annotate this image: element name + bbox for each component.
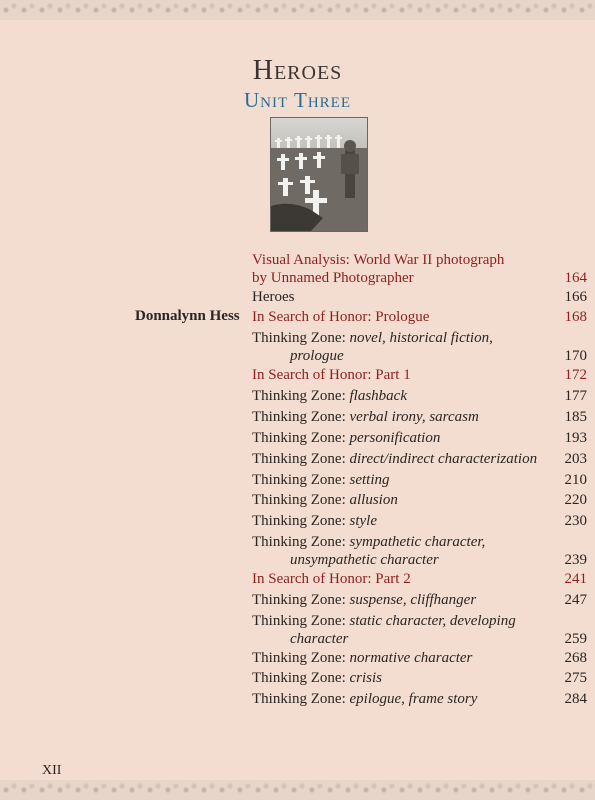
- toc-entry-topic: direct/indirect characterization: [349, 451, 538, 467]
- toc-entry-thinking-zone[interactable]: [252, 387, 587, 405]
- toc-page-number: 170: [564, 348, 587, 364]
- toc-entry-prefix: Thinking Zone:: [252, 472, 350, 488]
- cemetery-photograph: [270, 117, 368, 232]
- unit-subtitle: Unit Three: [243, 88, 352, 112]
- toc-entry-title: Visual Analysis: World War II photograph: [252, 252, 505, 268]
- toc-entry-title: Heroes: [252, 289, 295, 305]
- toc-entry-thinking-zone[interactable]: [252, 329, 587, 365]
- toc-entry-topic: static character, developing: [349, 613, 516, 629]
- toc-entry-prefix: Thinking Zone:: [252, 592, 350, 608]
- toc-entry-thinking-zone[interactable]: [252, 471, 587, 489]
- toc-entry-topic: normative character: [349, 650, 473, 666]
- toc-page-number: 275: [564, 670, 587, 686]
- toc-entry-topic: suspense, cliffhanger: [349, 592, 477, 608]
- decorative-border-top: [0, 0, 595, 20]
- toc-page-number: 241: [564, 571, 587, 587]
- toc-page-number: 284: [564, 691, 587, 707]
- toc-page-number: 247: [564, 592, 587, 608]
- toc-page-number: 239: [564, 552, 587, 568]
- toc-entry-thinking-zone[interactable]: [252, 512, 587, 530]
- toc-entry-prefix: Thinking Zone:: [252, 513, 350, 529]
- toc-entry-topic-continued: character: [290, 631, 349, 647]
- toc-entry-heroes[interactable]: [252, 288, 587, 306]
- toc-page-number: 210: [564, 472, 587, 488]
- toc-entry-topic: sympathetic character,: [349, 534, 486, 550]
- toc-entry-title: In Search of Honor: Part 1: [252, 367, 411, 383]
- toc-entry-thinking-zone[interactable]: [252, 690, 587, 708]
- toc-entry-topic: novel, historical fiction,: [349, 330, 493, 346]
- toc-entry-thinking-zone[interactable]: [252, 669, 587, 687]
- decorative-border-bottom: [0, 780, 595, 800]
- toc-entry-visual-analysis[interactable]: [252, 251, 587, 287]
- toc-entry-prefix: Thinking Zone:: [252, 388, 350, 404]
- toc-entry-topic: allusion: [349, 492, 398, 508]
- toc-entry-thinking-zone[interactable]: [252, 450, 587, 468]
- toc-entry-title-continued: by Unnamed Photographer: [252, 270, 414, 286]
- toc-entry-thinking-zone[interactable]: [252, 491, 587, 509]
- toc-entry-part-2[interactable]: [252, 570, 587, 588]
- toc-entry-prefix: Thinking Zone:: [252, 430, 350, 446]
- toc-entry-prefix: Thinking Zone:: [252, 330, 350, 346]
- toc-entry-prefix: Thinking Zone:: [252, 534, 350, 550]
- toc-page-number: 259: [564, 631, 587, 647]
- toc-entry-prefix: Thinking Zone:: [252, 613, 350, 629]
- toc-page-number: 193: [564, 430, 587, 446]
- cemetery-photo-image: [271, 118, 367, 231]
- toc-entry-prefix: Thinking Zone:: [252, 650, 350, 666]
- toc-entry-topic: crisis: [349, 670, 383, 686]
- toc-entry-thinking-zone[interactable]: [252, 533, 587, 569]
- toc-entry-topic: personification: [349, 430, 441, 446]
- toc-entry-thinking-zone[interactable]: [252, 429, 587, 447]
- toc-entry-prefix: Thinking Zone:: [252, 492, 350, 508]
- toc-entry-prefix: Thinking Zone:: [252, 451, 350, 467]
- unit-title: Heroes: [252, 55, 343, 86]
- toc-entry-thinking-zone[interactable]: [252, 612, 587, 648]
- toc-page-number: 220: [564, 492, 587, 508]
- toc-entry-prefix: Thinking Zone:: [252, 670, 350, 686]
- author-name: Donnalynn Hess: [135, 308, 240, 324]
- toc-page-number: 166: [564, 289, 587, 305]
- toc-page-number: 203: [564, 451, 587, 467]
- toc-entry-topic: epilogue, frame story: [349, 691, 478, 707]
- toc-entry-topic-continued: prologue: [290, 348, 344, 364]
- toc-entry-thinking-zone[interactable]: [252, 591, 587, 609]
- toc-entry-thinking-zone[interactable]: [252, 649, 587, 667]
- toc-entry-title: In Search of Honor: Part 2: [252, 571, 411, 587]
- toc-entry-topic: style: [349, 513, 377, 529]
- toc-entry-topic: setting: [349, 472, 390, 488]
- toc-entry-topic-continued: unsympathetic character: [290, 552, 439, 568]
- toc-page-number: 168: [564, 309, 587, 325]
- toc-entry-prefix: Thinking Zone:: [252, 409, 350, 425]
- toc-page-number: 164: [564, 270, 587, 286]
- toc-entry-title: In Search of Honor: Prologue: [252, 309, 430, 325]
- toc-entry-thinking-zone[interactable]: [252, 408, 587, 426]
- toc-page-number: 172: [564, 367, 587, 383]
- toc-page-number: 177: [564, 388, 587, 404]
- toc-page-number: 230: [564, 513, 587, 529]
- toc-page-number: 268: [564, 650, 587, 666]
- toc-entry-prefix: Thinking Zone:: [252, 691, 350, 707]
- toc-entry-part-1[interactable]: [252, 366, 587, 384]
- toc-entry-topic: flashback: [349, 388, 407, 404]
- toc-entry-topic: verbal irony, sarcasm: [349, 409, 479, 425]
- toc-entry-prologue[interactable]: [252, 308, 587, 326]
- toc-page-number: 185: [564, 409, 587, 425]
- page-folio: XII: [42, 763, 62, 778]
